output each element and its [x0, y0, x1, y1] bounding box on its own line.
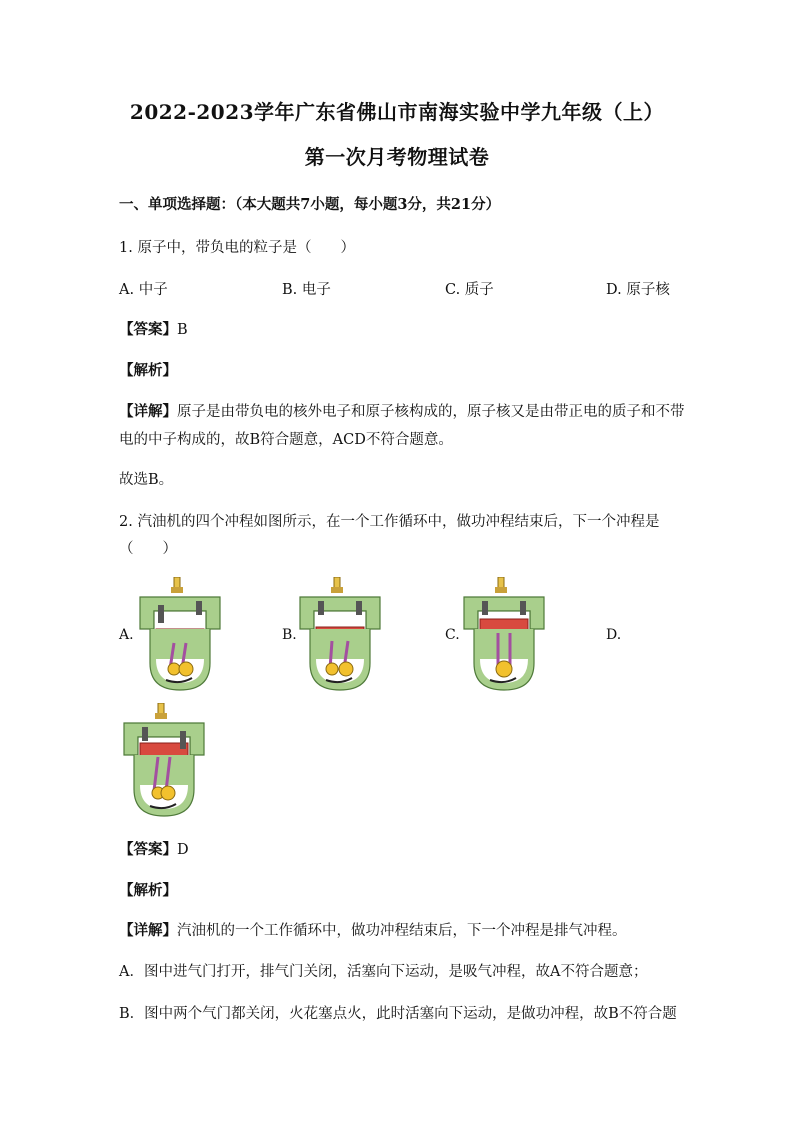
- answer-tag: 【答案】: [119, 321, 177, 338]
- q1-option-b: B. 电子: [282, 282, 331, 298]
- q1-analysis-heading: [119, 359, 177, 380]
- q2-analysis-a: A．图中进气门打开，排气门关闭，活塞向下运动，是吸气冲程，故A不符合题意；: [119, 964, 648, 980]
- q1-stem: 1. 原子中，带负电的粒子是（ ）: [119, 240, 355, 256]
- q2-stem-line-1: 2. 汽油机的四个冲程如图所示，在一个工作循环中，做功冲程结束后，下一个冲程是: [119, 514, 660, 530]
- detail-text: 汽油机的一个工作循环中，做功冲程结束后，下一个冲程是排气冲程。: [177, 923, 627, 939]
- q2-detail: [119, 919, 627, 940]
- analysis-tag: 【解析】: [119, 362, 177, 379]
- q1-option-a: A. 中子: [119, 282, 168, 298]
- detail-text: 原子是由带负电的核外电子和原子核构成的，原子核又是由带正电的质子和不带: [177, 404, 685, 420]
- q1-detail-line-2: 电的中子构成的，故B符合题意，ACD不符合题意。: [119, 432, 453, 448]
- q1-detail-line-1: [119, 400, 685, 421]
- q2-analysis-heading: [119, 879, 177, 900]
- answer-value: B: [177, 322, 188, 338]
- q2-stem-line-2: （ ）: [119, 541, 177, 557]
- engine-diagram-b: [296, 577, 384, 692]
- q2-option-c-label: C.: [445, 627, 460, 643]
- title-line-2: 第一次月考物理试卷: [304, 145, 490, 169]
- q2-option-a-label: A.: [119, 627, 134, 643]
- engine-diagram-c: [460, 577, 548, 692]
- detail-tag: 【详解】: [119, 922, 177, 939]
- q2-analysis-b: B．图中两个气门都关闭，火花塞点火，此时活塞向下运动，是做功冲程，故B不符合题: [119, 1006, 677, 1022]
- q1-conclusion: 故选B。: [119, 472, 174, 488]
- section-heading: 一、单项选择题：（本大题共7小题，每小题3分，共21分）: [119, 196, 501, 213]
- q2-answer: [119, 838, 189, 859]
- q1-option-d: D. 原子核: [606, 282, 670, 298]
- q2-option-b-label: B.: [282, 627, 297, 643]
- q1-option-c: C. 质子: [445, 282, 494, 298]
- engine-diagram-d: [120, 703, 208, 818]
- engine-diagram-a: [136, 577, 224, 692]
- q2-option-d-label: D.: [606, 627, 622, 643]
- title-line-1: 2022-2023学年广东省佛山市南海实验中学九年级（上）: [129, 100, 665, 124]
- q1-answer: [119, 318, 188, 339]
- detail-tag: 【详解】: [119, 403, 177, 420]
- answer-value: D: [177, 842, 189, 858]
- analysis-tag: 【解析】: [119, 882, 177, 899]
- answer-tag: 【答案】: [119, 841, 177, 858]
